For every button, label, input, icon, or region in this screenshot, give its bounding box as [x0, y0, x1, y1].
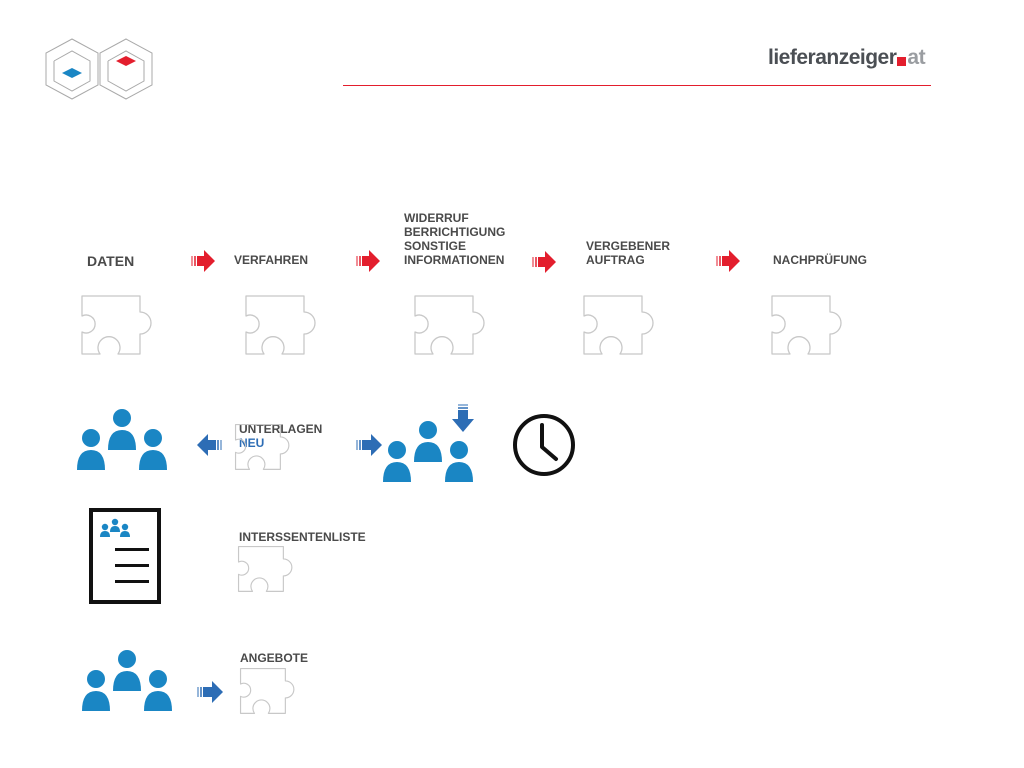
step-label-vergebener-auftrag: VERGEBENER AUFTRAG: [586, 239, 671, 267]
blue-arrow-down-icon: [452, 404, 474, 432]
red-arrow-right-icon: [191, 250, 215, 272]
brand-name: lieferanzeiger: [768, 46, 897, 69]
header-divider: [343, 85, 931, 86]
row-label-angebote: ANGEBOTE: [240, 651, 309, 665]
step-label-widerruf: WIDERRUF BERRICHTIGUNG SONSTIGE INFORMATIONEN: [404, 211, 506, 267]
step-label-nachpruefung: NACHPRÜFUNG: [773, 253, 867, 267]
step-label-verfahren: VERFAHREN: [234, 253, 309, 267]
puzzle-piece-icon: [80, 294, 168, 382]
puzzle-piece-icon: [238, 667, 308, 735]
blue-arrow-right-icon: [356, 434, 382, 456]
puzzle-piece-icon: [236, 545, 306, 613]
clock-icon: [511, 412, 577, 478]
brand-tld: at: [907, 46, 926, 69]
red-arrow-right-icon: [716, 250, 740, 272]
document-list-icon: [88, 507, 162, 605]
unterlagen-label: UNTERLAGEN: [239, 422, 323, 436]
cubes-logo-icon: [40, 36, 160, 102]
puzzle-piece-icon: [770, 294, 858, 382]
puzzle-piece-icon: [233, 423, 303, 491]
row-label-interessenten: INTERSSENTENLISTE: [239, 530, 366, 544]
blue-arrow-right-icon: [197, 681, 223, 703]
neu-badge: NEU: [239, 436, 265, 450]
red-arrow-right-icon: [532, 251, 556, 273]
puzzle-piece-icon: [582, 294, 670, 382]
people-group-icon: [74, 408, 170, 472]
blue-arrow-left-icon: [197, 434, 223, 456]
people-group-icon: [79, 649, 175, 713]
brand-square-icon: [897, 57, 906, 66]
step-label-daten: DATEN: [87, 253, 135, 269]
red-arrow-right-icon: [356, 250, 380, 272]
brand-logo: [768, 46, 925, 70]
puzzle-piece-icon: [413, 294, 501, 382]
puzzle-piece-icon: [244, 294, 332, 382]
